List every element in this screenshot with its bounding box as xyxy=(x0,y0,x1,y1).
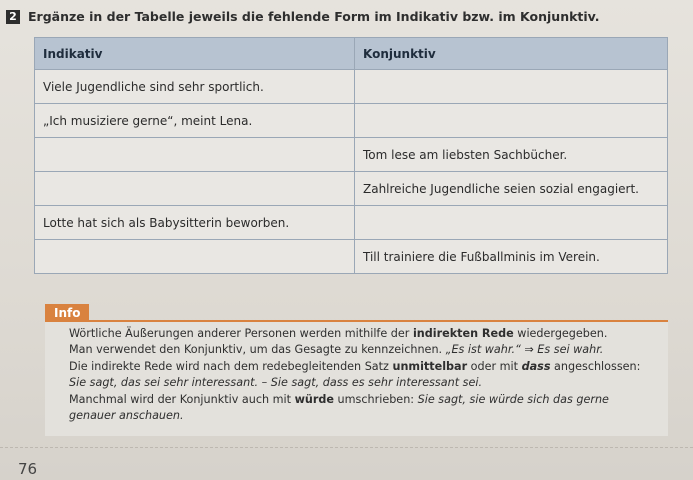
cell-konjunktiv[interactable] xyxy=(355,70,668,104)
cell-indikativ[interactable] xyxy=(35,240,355,274)
header-konjunktiv: Konjunktiv xyxy=(355,38,668,70)
cell-indikativ[interactable]: „Ich musiziere gerne“, meint Lena. xyxy=(35,104,355,138)
info-line-4: Sie sagt, das sei sehr interessant. – Sie sagt, dass es sehr interessant sei. xyxy=(69,376,483,390)
task-number: 2 xyxy=(6,10,20,24)
table-header-row xyxy=(35,38,668,70)
cell-konjunktiv[interactable]: Zahlreiche Jugendliche seien sozial engagiert. xyxy=(355,172,668,206)
info-text xyxy=(69,326,669,424)
table-row xyxy=(35,70,668,104)
cell-indikativ[interactable]: Viele Jugendliche sind sehr sportlich. xyxy=(35,70,355,104)
info-line-5: Manchmal wird der Konjunktiv auch mit würde umschrieben: Sie sagt, sie würde sich das gerne xyxy=(69,392,609,406)
table-row xyxy=(35,172,668,206)
info-line-2: Man verwendet den Konjunktiv, um das Gesagte zu kennzeichnen. „Es ist wahr.“ ⇒ Es sei wahr. xyxy=(69,343,604,357)
task-header xyxy=(6,9,600,24)
info-line-3: Die indirekte Rede wird nach dem redebegleitenden Satz unmittelbar oder mit dass angeschlossen: xyxy=(69,359,641,373)
cell-konjunktiv[interactable]: Tom lese am liebsten Sachbücher. xyxy=(355,138,668,172)
cell-indikativ[interactable]: Lotte hat sich als Babysitterin beworben. xyxy=(35,206,355,240)
page-number: 76 xyxy=(18,460,38,478)
info-label: Info xyxy=(45,304,89,323)
info-line-6: genauer anschauen. xyxy=(69,409,184,423)
header-indikativ: Indikativ xyxy=(35,38,355,70)
cell-konjunktiv[interactable]: Till trainiere die Fußballminis im Verein. xyxy=(355,240,668,274)
table-row xyxy=(35,138,668,172)
table-row xyxy=(35,240,668,274)
page-divider xyxy=(0,447,693,449)
indikativ-konjunktiv-table xyxy=(34,37,668,274)
table-row xyxy=(35,104,668,138)
info-line-1: Wörtliche Äußerungen anderer Personen werden mithilfe der indirekten Rede wiedergegeben. xyxy=(69,327,608,340)
cell-indikativ[interactable] xyxy=(35,172,355,206)
table-row xyxy=(35,206,668,240)
cell-indikativ[interactable] xyxy=(35,138,355,172)
task-instruction: Ergänze in der Tabelle jeweils die fehlende Form im Indikativ bzw. im Konjunktiv. xyxy=(28,9,600,24)
cell-konjunktiv[interactable] xyxy=(355,206,668,240)
cell-konjunktiv[interactable] xyxy=(355,104,668,138)
